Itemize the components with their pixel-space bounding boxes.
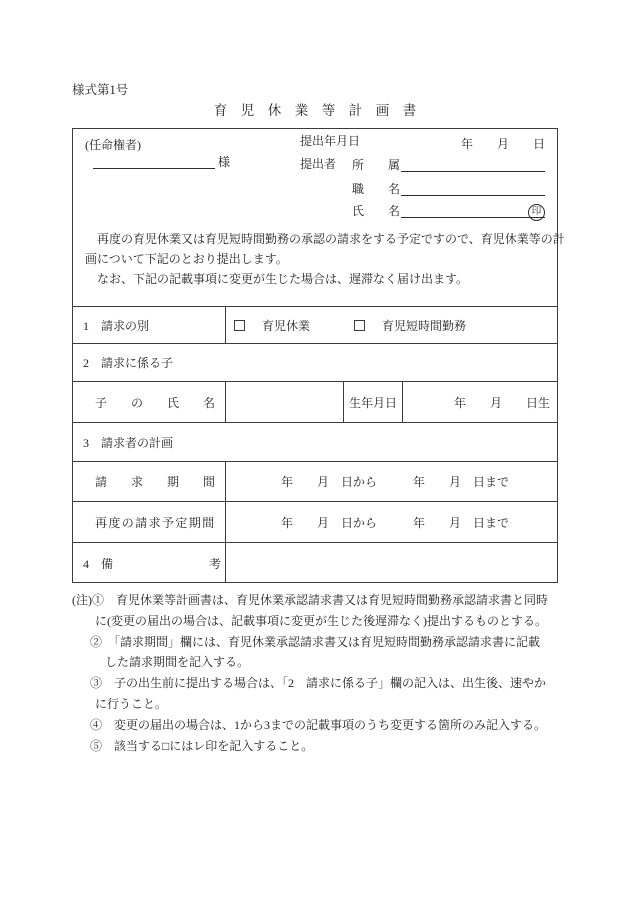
- position-row: [300, 180, 545, 196]
- affiliation-underline[interactable]: [401, 156, 545, 172]
- affiliation-label: 所 属: [352, 158, 401, 172]
- name-row: [300, 202, 545, 218]
- submission-date-value: 年 月 日: [460, 137, 545, 151]
- option-short-hours: [354, 317, 466, 334]
- note-line-7: ④ 変更の届出の場合は、1から3までの記載事項のうち変更する箇所のみ記入する。: [90, 717, 547, 732]
- note-line-2: に(変更の届出の場合は、記載事項に変更が生じた後遅滞なく)提出するものとする。: [95, 613, 547, 628]
- re-request-period-label: 再度の請求予定期間: [95, 515, 216, 530]
- option-childcare-leave: [234, 317, 310, 334]
- form-header: [73, 129, 565, 306]
- child-name-field[interactable]: [225, 382, 343, 422]
- child-section-label: 2 請求に係る子: [83, 356, 174, 370]
- checkbox-short-hours-label: 育児短時間勤務: [382, 318, 467, 333]
- declaration-paragraph: [85, 229, 565, 289]
- seal-mark: 印: [528, 204, 545, 221]
- name-underline[interactable]: [401, 202, 545, 218]
- table-row-request-period: [73, 461, 557, 501]
- checkbox-childcare-leave[interactable]: [234, 320, 245, 331]
- dob-value-field[interactable]: 年 月 日生: [402, 382, 557, 422]
- child-name-label: 子 の 氏 名: [95, 395, 216, 410]
- checkbox-short-hours[interactable]: [354, 320, 365, 331]
- dob-label: 生年月日: [343, 382, 402, 422]
- form-box: [72, 128, 565, 583]
- position-underline[interactable]: [401, 180, 545, 196]
- checkbox-childcare-leave-label: 育児休業: [262, 318, 311, 333]
- declaration-line: 画について下記のとおり提出します。: [85, 252, 288, 266]
- table-row-child-name: [73, 381, 557, 422]
- document-title: 育 児 休 業 等 計 画 書: [213, 103, 417, 118]
- affiliation-row: [300, 156, 545, 172]
- note-line-1: (注)① 育児休業等計画書は、育児休業承認請求書又は育児短時間勤務承認請求書と同時: [72, 593, 548, 607]
- form-number: 様式第1号: [72, 83, 129, 97]
- position-label: 職 名: [352, 182, 401, 196]
- table-row-re-request-period: [73, 501, 557, 542]
- plan-section-label: 3 請求者の計画: [83, 435, 174, 450]
- remarks-label: 4 備 考: [83, 556, 222, 571]
- re-request-period-field[interactable]: 年 月 日から 年 月 日まで: [225, 502, 557, 542]
- addressee-row: [93, 153, 230, 169]
- request-period-field[interactable]: 年 月 日から 年 月 日まで: [225, 462, 557, 501]
- addressee-suffix: 様: [218, 155, 231, 169]
- submitter-label: 提出者: [300, 157, 337, 171]
- table-row-plan-section: [73, 422, 557, 461]
- table-row-request-type: [73, 306, 557, 343]
- note-line-8: ⑤ 該当する□にはレ印を記入すること。: [90, 738, 314, 753]
- note-line-5: ③ 子の出生前に提出する場合は、「2 請求に係る子」欄の記入は、出生後、速やか: [90, 676, 547, 691]
- form-table: [73, 306, 557, 583]
- request-type-label: 1 請求の別: [83, 318, 150, 333]
- request-period-label: 請 求 期 間: [95, 475, 216, 489]
- request-type-options: [225, 307, 557, 343]
- note-line-3: ② 「請求期間」欄には、育児休業承認請求書又は育児短時間勤務承認請求書に記載: [90, 634, 541, 649]
- notes-section: [72, 590, 574, 756]
- name-label: 氏 名: [352, 204, 401, 218]
- appointer-label: (任命権者): [85, 138, 141, 152]
- submission-date-label: 提出年月日: [300, 134, 361, 148]
- submission-date-row: [300, 135, 545, 151]
- declaration-line: なお、下記の記載事項に変更が生じた場合は、遅滞なく届け出ます。: [85, 272, 469, 286]
- note-line-6: に行うこと。: [95, 696, 168, 711]
- declaration-line: 再度の育児休業又は育児短時間勤務の承認の請求をする予定ですので、育児休業等の計: [85, 232, 565, 246]
- note-line-4: した請求期間を記入する。: [105, 655, 250, 670]
- table-row-remarks: [73, 542, 557, 583]
- addressee-underline[interactable]: [93, 153, 215, 169]
- table-row-child-section: [73, 343, 557, 381]
- remarks-field[interactable]: [225, 543, 557, 583]
